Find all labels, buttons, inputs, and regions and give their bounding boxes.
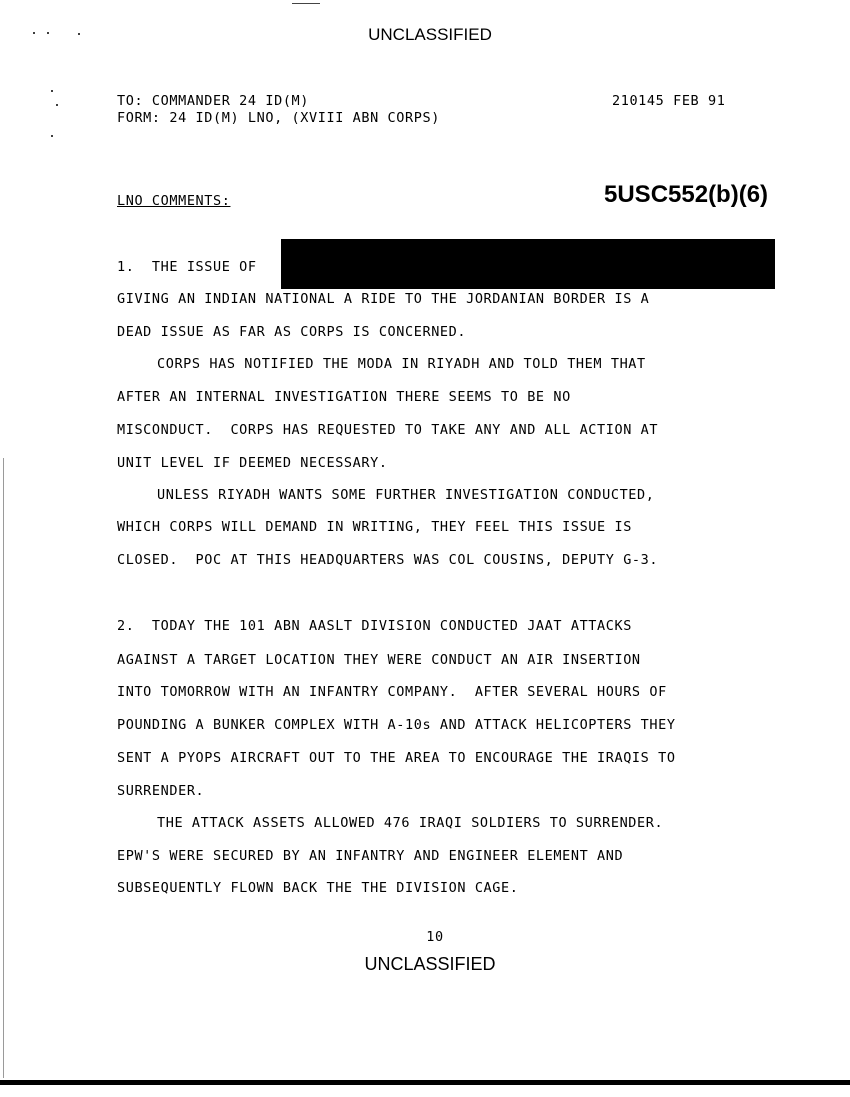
body-line: THE ATTACK ASSETS ALLOWED 476 IRAQI SOLDIERS TO SURRENDER. xyxy=(157,815,664,831)
body-line: EPW'S WERE SECURED BY AN INFANTRY AND ENGINEER ELEMENT AND xyxy=(117,848,624,864)
body-line: GIVING AN INDIAN NATIONAL A RIDE TO THE JORDANIAN BORDER IS A xyxy=(117,291,650,307)
classification-header: UNCLASSIFIED xyxy=(368,25,492,44)
body-line: DEAD ISSUE AS FAR AS CORPS IS CONCERNED. xyxy=(117,324,467,340)
classification-footer: UNCLASSIFIED xyxy=(364,954,496,974)
body-line: AGAINST A TARGET LOCATION THEY WERE CONDUCT AN AIR INSERTION xyxy=(117,652,641,668)
body-line: INTO TOMORROW WITH AN INFANTRY COMPANY. AFTER SEVERAL HOURS OF xyxy=(117,684,667,700)
body-line: CORPS HAS NOTIFIED THE MODA IN RIYADH AND TOLD THEM THAT xyxy=(157,356,646,372)
body-line: WHICH CORPS WILL DEMAND IN WRITING, THEY FEEL THIS ISSUE IS xyxy=(117,519,632,535)
body-line: 1. THE ISSUE OF xyxy=(117,259,257,275)
body-line: AFTER AN INTERNAL INVESTIGATION THERE SEEMS TO BE NO xyxy=(117,389,571,405)
scan-artifact-line xyxy=(3,458,4,1078)
scan-artifact-dot xyxy=(51,135,53,137)
to-line: TO: COMMANDER 24 ID(M) xyxy=(117,93,310,109)
body-line: SUBSEQUENTLY FLOWN BACK THE THE DIVISION CAGE. xyxy=(117,880,519,896)
body-line: 2. TODAY THE 101 ABN AASLT DIVISION CONDUCTED JAAT ATTACKS xyxy=(117,618,632,634)
scan-artifact-dot xyxy=(51,90,53,92)
body-line: POUNDING A BUNKER COMPLEX WITH A-10s AND ATTACK HELICOPTERS THEY xyxy=(117,717,676,733)
bottom-border xyxy=(0,1080,850,1085)
from-line: FORM: 24 ID(M) LNO, (XVIII ABN CORPS) xyxy=(117,110,440,126)
exemption-stamp: 5USC552(b)(6) xyxy=(604,181,769,208)
date-time-group: 210145 FEB 91 xyxy=(612,93,726,109)
body-line: SENT A PYOPS AIRCRAFT OUT TO THE AREA TO ENCOURAGE THE IRAQIS TO xyxy=(117,750,676,766)
body-line: SURRENDER. xyxy=(117,783,205,799)
scan-artifact-dot xyxy=(56,104,58,106)
body-line: CLOSED. POC AT THIS HEADQUARTERS WAS COL COUSINS, DEPUTY G-3. xyxy=(117,552,659,568)
body-line: MISCONDUCT. CORPS HAS REQUESTED TO TAKE ANY AND ALL ACTION AT xyxy=(117,422,659,438)
page-number: 10 xyxy=(426,929,444,945)
section-title: LNO COMMENTS: xyxy=(117,193,231,209)
body-line: UNLESS RIYADH WANTS SOME FURTHER INVESTIGATION CONDUCTED, xyxy=(157,487,655,503)
redaction-block xyxy=(281,239,775,289)
body-line: UNIT LEVEL IF DEEMED NECESSARY. xyxy=(117,455,388,471)
scan-artifact-dash xyxy=(292,3,320,4)
